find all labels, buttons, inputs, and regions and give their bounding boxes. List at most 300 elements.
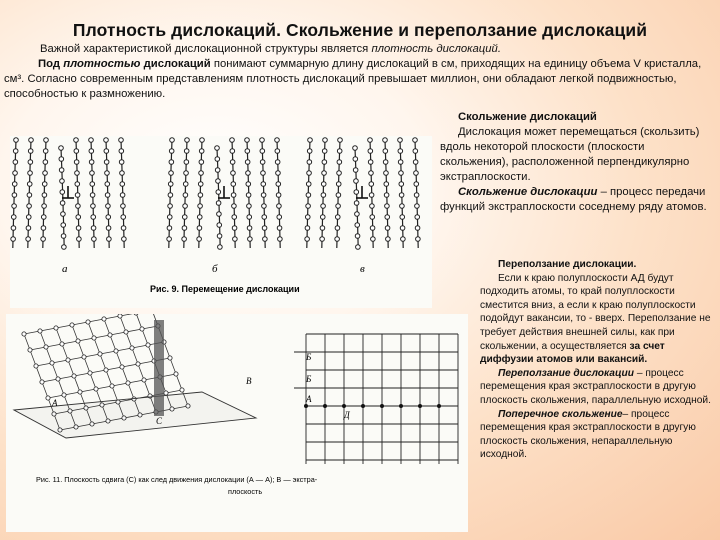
atom (104, 368, 108, 372)
atom (260, 149, 265, 154)
lattice-bond (126, 332, 132, 348)
atom (232, 226, 237, 231)
atom (262, 226, 267, 231)
slide-title: Плотность дислокаций. Скольжение и переползание дислокаций (72, 20, 648, 40)
atom (305, 215, 310, 220)
atom (121, 204, 126, 209)
atom (400, 215, 405, 220)
figure2-label-b-mid: Б (306, 374, 312, 384)
atom (60, 190, 65, 195)
atom-row-marker (418, 404, 422, 408)
atom (59, 168, 64, 173)
atom (60, 201, 65, 206)
atom (198, 204, 203, 209)
atom (182, 215, 187, 220)
atom (167, 215, 172, 220)
atom (385, 215, 390, 220)
atom (11, 237, 16, 242)
atom (262, 204, 267, 209)
atom (217, 234, 222, 239)
atom (321, 204, 326, 209)
climb-p1: Если к краю полуплоскости АД будут подходить атомы, то край полуплоскости сместится вниз, а если к краю полуплоскости подойдут вакансии, то - вверх. Переползание не требует действия внешней силы, как при скольжении, а осуществляется (480, 272, 711, 352)
atom (91, 215, 96, 220)
atom (105, 193, 110, 198)
atom (168, 356, 172, 360)
atom (399, 171, 404, 176)
atom (120, 365, 124, 369)
lattice-bond (144, 380, 150, 396)
atom (102, 317, 106, 321)
atom (40, 380, 44, 384)
atom (198, 182, 203, 187)
atom (72, 374, 76, 378)
atom (277, 215, 282, 220)
atom (74, 138, 79, 143)
atom (322, 160, 327, 165)
atom (146, 343, 150, 347)
atom (307, 171, 312, 176)
atom (248, 237, 253, 242)
atom (231, 171, 236, 176)
atom (66, 358, 70, 362)
atom (260, 138, 265, 143)
atom (89, 138, 94, 143)
figure2-label-c: С (156, 416, 163, 426)
climb-term: Переползание дислокации (498, 367, 637, 379)
atom (74, 149, 79, 154)
atom (43, 171, 48, 176)
atom (277, 204, 282, 209)
atom (13, 160, 18, 165)
intro-p2-bold2: дислокаций (140, 58, 211, 70)
atom (119, 149, 124, 154)
atom (43, 160, 48, 165)
atom (400, 204, 405, 209)
atom (90, 182, 95, 187)
atom (276, 182, 281, 187)
atom (41, 237, 46, 242)
atom (61, 212, 66, 217)
atom (215, 168, 220, 173)
lattice-bond (90, 373, 96, 389)
atom (414, 182, 419, 187)
atom (384, 193, 389, 198)
atom (168, 193, 173, 198)
atom (217, 223, 222, 228)
climb-paragraph-1 (480, 272, 716, 367)
atom (322, 171, 327, 176)
atom (27, 193, 32, 198)
atom (11, 215, 16, 220)
atom (245, 149, 250, 154)
lattice-bond (170, 358, 176, 374)
lattice-bond (104, 319, 110, 335)
atom (98, 352, 102, 356)
lattice-bond (58, 379, 64, 395)
figure2-label-d: Д (344, 410, 350, 420)
atom (383, 160, 388, 165)
lattice-bond (42, 382, 48, 398)
atom (370, 215, 375, 220)
atom (336, 182, 341, 187)
atom (184, 160, 189, 165)
atom (104, 149, 109, 154)
figure-slip-plane (6, 314, 468, 532)
atom (354, 201, 359, 206)
atom (278, 237, 283, 242)
atom (76, 204, 81, 209)
atom (26, 237, 31, 242)
atom (44, 138, 49, 143)
atom (353, 168, 358, 173)
atom (415, 204, 420, 209)
atom (169, 149, 174, 154)
atom (142, 378, 146, 382)
atom (276, 171, 281, 176)
slip-heading: Скольжение дислокаций (458, 111, 597, 123)
atom (56, 377, 60, 381)
atom (414, 193, 419, 198)
lattice-bond (68, 360, 74, 376)
atom (336, 204, 341, 209)
atom (276, 193, 281, 198)
atom (370, 226, 375, 231)
atom-row-marker (380, 404, 384, 408)
atom (308, 138, 313, 143)
atom (335, 237, 340, 242)
lattice-bond (116, 351, 122, 367)
atom (70, 323, 74, 327)
atom (369, 182, 374, 187)
atom (94, 387, 98, 391)
atom (110, 384, 114, 388)
atom-row-marker (342, 404, 346, 408)
atom (60, 342, 64, 346)
atom (184, 171, 189, 176)
atom (12, 204, 17, 209)
lattice-bond (128, 383, 134, 399)
atom (337, 160, 342, 165)
atom (233, 237, 238, 242)
atom (275, 160, 280, 165)
atom (215, 157, 220, 162)
atom (27, 204, 32, 209)
figure1-label-a: а (62, 263, 68, 275)
atom (246, 171, 251, 176)
atom (307, 160, 312, 165)
slip-definition: – процесс передачи функций экстраплоскости соседнему ряду атомов. (440, 186, 707, 213)
lattice-bond (148, 345, 154, 361)
atom (305, 237, 310, 242)
atom (275, 138, 280, 143)
atom (114, 349, 118, 353)
atom (306, 182, 311, 187)
atom (169, 160, 174, 165)
atom (28, 171, 33, 176)
atom (356, 245, 361, 250)
atom (415, 215, 420, 220)
atom (247, 226, 252, 231)
atom (383, 149, 388, 154)
atom (384, 182, 389, 187)
atom (230, 160, 235, 165)
atom (76, 339, 80, 343)
atom (42, 182, 47, 187)
atom (185, 138, 190, 143)
lattice-bond (62, 344, 68, 360)
atom (355, 212, 360, 217)
lattice-bond (176, 374, 182, 390)
atom (197, 226, 202, 231)
atom (262, 215, 267, 220)
atom (247, 215, 252, 220)
atom (277, 226, 282, 231)
atom (263, 237, 268, 242)
atom (200, 138, 205, 143)
cross-slip-term: Поперечное скольжение (498, 408, 623, 420)
atom (126, 381, 130, 385)
atom (197, 237, 202, 242)
atom (323, 138, 328, 143)
atom (86, 320, 90, 324)
atom (118, 314, 122, 318)
atom (62, 245, 67, 250)
atom (230, 149, 235, 154)
atom (28, 149, 33, 154)
atom (398, 149, 403, 154)
atom (26, 215, 31, 220)
atom (107, 237, 112, 242)
lattice-bond (72, 325, 78, 341)
atom (247, 204, 252, 209)
figure1-caption: Рис. 9. Перемещение дислокации (150, 284, 300, 294)
atom (104, 160, 109, 165)
atom (217, 212, 222, 217)
atom (321, 182, 326, 187)
atom (164, 391, 168, 395)
atom (369, 171, 374, 176)
atom (168, 182, 173, 187)
figure2-label-v: В (246, 376, 252, 386)
atom (322, 149, 327, 154)
intro-p2-term: плотностью (63, 58, 141, 70)
atom (91, 204, 96, 209)
atom-row-marker (399, 404, 403, 408)
atom (231, 193, 236, 198)
atom (38, 329, 42, 333)
atom (119, 138, 124, 143)
lattice-bond (78, 341, 84, 357)
atom (413, 138, 418, 143)
atom (120, 171, 125, 176)
atom (232, 204, 237, 209)
atom (401, 237, 406, 242)
atom (174, 372, 178, 376)
atom (354, 190, 359, 195)
atom (385, 226, 390, 231)
atom (246, 193, 251, 198)
atom (368, 138, 373, 143)
lattice-bond (56, 328, 62, 344)
atom (384, 171, 389, 176)
atom (104, 138, 109, 143)
lattice-bond (36, 366, 42, 382)
atom (121, 226, 126, 231)
atom (306, 193, 311, 198)
atom (77, 237, 82, 242)
atom (75, 182, 80, 187)
atom (22, 332, 26, 336)
atom (82, 355, 86, 359)
atom (216, 190, 221, 195)
atom (261, 171, 266, 176)
atom (246, 182, 251, 187)
lattice-bond (74, 376, 80, 392)
atom (216, 201, 221, 206)
figure2-caption-line2: плоскость (228, 487, 263, 496)
atom (398, 138, 403, 143)
slip-paragraph-2 (440, 185, 716, 215)
atom (90, 171, 95, 176)
atom (180, 388, 184, 392)
lattice-bond (112, 386, 118, 402)
slip-paragraph-1: Дислокация может перемещаться (скользить) вдоль некоторой плоскости (плоскости скольжения), расположенной перпендикулярно экстраплоскости. (440, 126, 700, 183)
atom (307, 149, 312, 154)
atom (28, 160, 33, 165)
atom (167, 226, 172, 231)
slip-term: Скольжение дислокации (458, 186, 601, 198)
intro-p1-term: плотность дислокаций. (371, 43, 501, 55)
lattice-bond (84, 357, 90, 373)
lattice-bond (142, 329, 148, 345)
lattice-bond (30, 350, 36, 366)
atom (245, 138, 250, 143)
atom (105, 171, 110, 176)
climb-definition: – процесс перемещения края экстраплоскости в другую плоскость скольжения, параллельную исходной. (480, 367, 711, 406)
atom-row-marker (361, 404, 365, 408)
atom (383, 138, 388, 143)
slip-section (440, 110, 716, 215)
atom (42, 193, 47, 198)
atom (183, 182, 188, 187)
atom (59, 157, 64, 162)
atom (197, 215, 202, 220)
atom (28, 348, 32, 352)
atom (168, 204, 173, 209)
atom (13, 149, 18, 154)
atom (275, 149, 280, 154)
lattice-bond (164, 342, 170, 358)
atom (199, 171, 204, 176)
atom (74, 160, 79, 165)
atom (27, 182, 32, 187)
atom (353, 157, 358, 162)
atom (76, 215, 81, 220)
intro-p2-rest: понимают суммарную длину дислокаций в см, приходящих на единицу объема V кристалла, см³. Согласно современным представлениям плотность дислокаций превышает миллион, они обладают легкой подвижностью, способностью к размножению. (4, 58, 702, 100)
lattice-bond (88, 322, 94, 338)
atom (306, 204, 311, 209)
figure2-label-a-right: А (306, 394, 312, 404)
atom (76, 226, 81, 231)
atom (370, 204, 375, 209)
atom (88, 371, 92, 375)
atom (11, 226, 16, 231)
atom (134, 314, 138, 315)
climb-paragraph-3 (480, 408, 716, 462)
lattice-bond (122, 367, 128, 383)
atom (416, 237, 421, 242)
atom (336, 193, 341, 198)
atom (398, 160, 403, 165)
lattice-bond (100, 354, 106, 370)
atom (78, 390, 82, 394)
figure2-caption-line1: Рис. 11. Плоскость сдвига (С) как след движения дислокации (А — А); В — экстра- (36, 475, 318, 484)
intro-text (4, 42, 716, 102)
atom (413, 149, 418, 154)
atom (120, 193, 125, 198)
atom (46, 396, 50, 400)
atom (305, 226, 310, 231)
atom (353, 146, 358, 151)
atom (321, 193, 326, 198)
atom (199, 160, 204, 165)
atom (130, 346, 134, 350)
atom (355, 223, 360, 228)
extra-half-plane (154, 320, 164, 416)
atom (92, 336, 96, 340)
atom (261, 182, 266, 187)
figure-dislocation-movement (10, 136, 432, 308)
figure2-label-a: А (52, 398, 58, 408)
atom (26, 226, 31, 231)
atom (231, 182, 236, 187)
atom (105, 182, 110, 187)
lattice-bond (132, 348, 138, 364)
atom (335, 215, 340, 220)
atom (182, 226, 187, 231)
atom (60, 179, 65, 184)
atom (414, 171, 419, 176)
atom (199, 149, 204, 154)
atom (61, 234, 66, 239)
atom (89, 160, 94, 165)
atom (230, 138, 235, 143)
atom (386, 237, 391, 242)
atom (260, 160, 265, 165)
climb-p1-bold: за счет диффузии атомов или вакансий. (480, 340, 665, 366)
lattice-bond (40, 331, 46, 347)
atom (122, 237, 127, 242)
atom-row-marker (323, 404, 327, 408)
atom (14, 138, 19, 143)
cross-slip-definition: – процесс перемещения края экстраплоскости в другую плоскость скольжения, непараллельную исходной. (480, 408, 696, 461)
atom (167, 237, 172, 242)
lattice-bond (106, 370, 112, 386)
atom (218, 245, 223, 250)
atom (198, 193, 203, 198)
climb-heading: Переползание дислокации. (498, 259, 637, 270)
atom (169, 171, 174, 176)
figure2-label-b-top: Б (306, 352, 312, 362)
atom (140, 327, 144, 331)
atom (338, 138, 343, 143)
atom-row-marker (304, 404, 308, 408)
atom (183, 204, 188, 209)
intro-paragraph-2 (4, 57, 716, 102)
atom (119, 160, 124, 165)
atom (369, 193, 374, 198)
atom (50, 361, 54, 365)
